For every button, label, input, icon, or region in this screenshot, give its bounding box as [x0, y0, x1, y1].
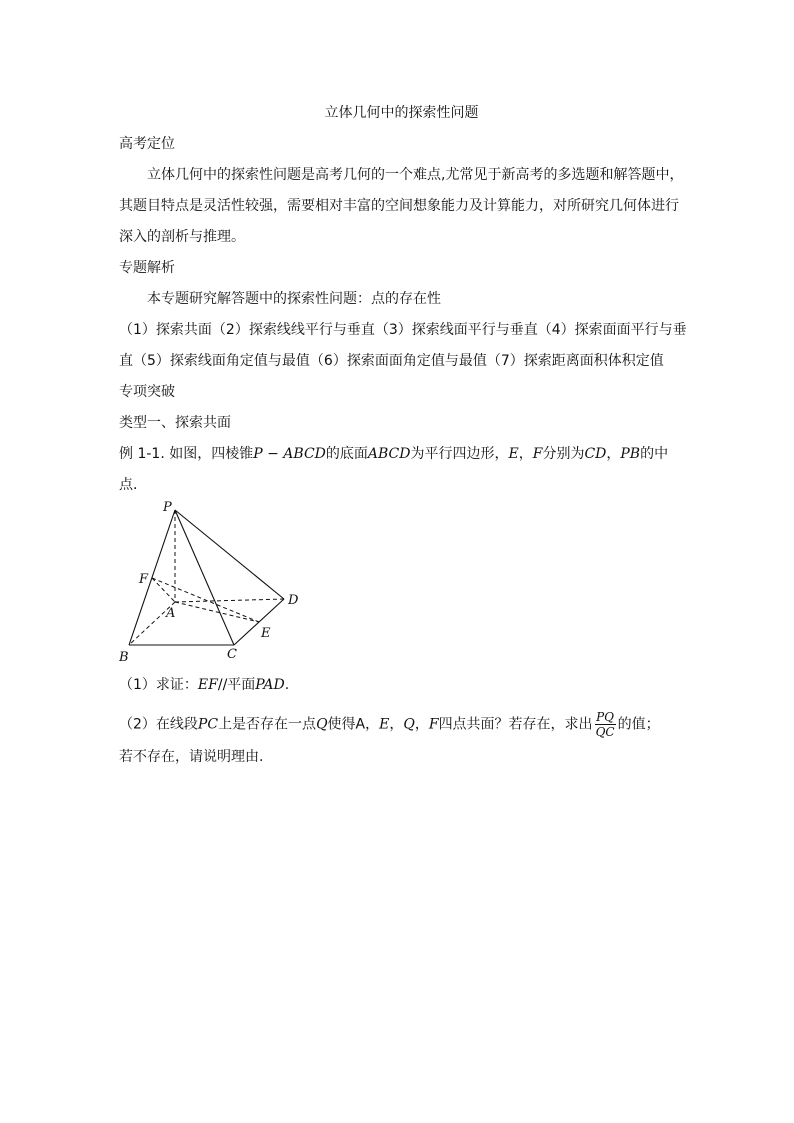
- question-2-line1: [119, 710, 660, 739]
- example-label: 例 1-1: [119, 446, 161, 462]
- type1-heading: 类型一、探索共面: [119, 415, 231, 431]
- label-e: E: [261, 626, 271, 641]
- fraction-pq-qc: [595, 710, 616, 739]
- q1-parallel: //: [217, 677, 228, 693]
- math-e: E: [379, 716, 390, 733]
- positioning-para-line1: 立体几何中的探索性问题是高考几何的一个难点,尤常见于新高考的多选题和解答题中，: [147, 167, 684, 183]
- math-segment-pb: PB: [620, 446, 641, 462]
- math-segment-cd: CD: [584, 446, 607, 462]
- q2-sep: ，: [365, 716, 380, 733]
- section-heading-analysis: 专题解析: [119, 260, 175, 276]
- segment-fa: [152, 578, 175, 602]
- example-text: 分别为: [542, 446, 585, 462]
- question-2-line2: 若不存在，请说明理由.: [119, 749, 264, 765]
- q2-text: 的值；: [617, 716, 660, 733]
- example-text: 的底面: [325, 446, 368, 462]
- edge-pd: [175, 510, 284, 599]
- example-line2: 点.: [119, 477, 138, 493]
- math-a: A: [355, 716, 366, 733]
- analysis-list-line2: 直（5）探索线面角定值与最值（6）探索面面角定值与最值（7）探索距离面积体积定值: [119, 353, 664, 369]
- analysis-intro: 本专题研究解答题中的探索性问题：点的存在性: [147, 291, 441, 307]
- label-f: F: [139, 572, 149, 587]
- pyramid-figure: [119, 498, 319, 666]
- q2-prefix: （2）在线段: [119, 716, 198, 733]
- math-pad: PAD: [255, 677, 285, 693]
- fraction-numerator: PQ: [596, 710, 615, 724]
- math-pc: PC: [197, 716, 219, 733]
- math-q2: Q: [403, 716, 415, 733]
- example-text: . 如图，四棱锥: [160, 446, 254, 462]
- fraction-denominator: QC: [595, 725, 615, 739]
- q2-text: 四点共面？若存在，求出: [438, 716, 593, 733]
- label-d: D: [288, 593, 299, 608]
- page-title: 立体几何中的探索性问题: [324, 105, 479, 121]
- math-pyramid: P − ABCD: [253, 446, 326, 462]
- math-f: F: [428, 716, 439, 733]
- q1-prefix: （1）求证：: [119, 677, 198, 693]
- math-point-e: E: [508, 446, 519, 462]
- q1-plane: 平面: [227, 677, 256, 693]
- section-heading-positioning: 高考定位: [119, 136, 175, 152]
- q1-end: .: [284, 677, 290, 693]
- example-line1: [119, 444, 668, 464]
- example-text: ，: [606, 446, 621, 462]
- edge-pc: [175, 510, 234, 645]
- example-text: 的中: [640, 446, 669, 462]
- label-p: P: [163, 500, 172, 515]
- question-1: [119, 675, 289, 695]
- math-q: Q: [316, 716, 328, 733]
- q2-sep: ，: [389, 716, 404, 733]
- math-point-f: F: [532, 446, 543, 462]
- positioning-para-line3: 深入的剖析与推理。: [119, 229, 245, 245]
- example-text: 为平行四边形，: [410, 446, 509, 462]
- edge-pb: [129, 510, 175, 645]
- positioning-para-line2: 其题目特点是灵活性较强，需要相对丰富的空间想象能力及计算能力，对所研究几何体进行: [119, 198, 679, 214]
- math-base: ABCD: [367, 446, 411, 462]
- label-a: A: [166, 606, 176, 621]
- q2-sep: ，: [414, 716, 429, 733]
- example-text: ，: [518, 446, 533, 462]
- section-heading-breakthrough: 专项突破: [119, 384, 175, 400]
- q2-text: 上是否存在一点: [218, 716, 317, 733]
- q2-text: 使得: [327, 716, 356, 733]
- edge-ad: [175, 599, 284, 602]
- analysis-list-line1: （1）探索共面（2）探索线线平行与垂直（3）探索线面平行与垂直（4）探索面面平行与垂: [119, 322, 687, 338]
- math-ef: EF: [197, 677, 218, 693]
- label-b: B: [119, 650, 129, 665]
- label-c: C: [227, 647, 237, 662]
